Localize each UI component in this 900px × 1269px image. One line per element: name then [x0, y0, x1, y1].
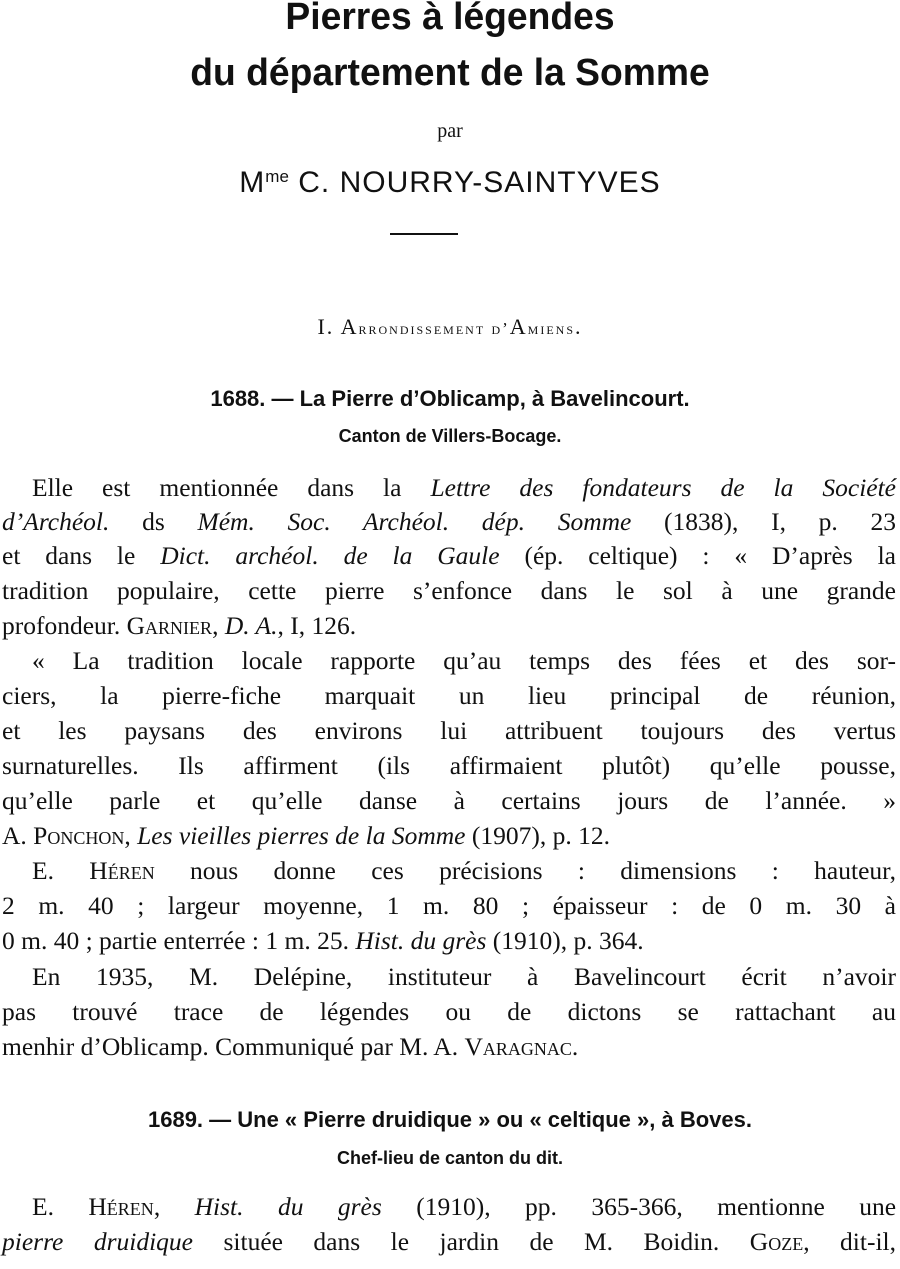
text-line: menhir d’Oblicamp. Communiqué par M. A. Varagnac.: [2, 1032, 579, 1061]
byline-par: par: [437, 120, 463, 142]
author-sup: me: [265, 167, 289, 186]
text-line: Elle est mentionnée dans la Lettre des fondateurs de la Société: [32, 473, 896, 502]
section-cap-b: A: [509, 314, 528, 339]
text-line: tradition populaire, cette pierre s’enfonce dans le sol à une grande: [2, 576, 896, 605]
section-cap-a: A: [340, 314, 359, 339]
section-word-mid: d’: [485, 319, 510, 338]
section-end: .: [575, 314, 583, 339]
section-word-1: rrondissement: [358, 319, 486, 338]
text-line: E. Héren, Hist. du grès (1910), pp. 365-366, mentionne une: [32, 1192, 897, 1221]
text-line: qu’elle parle et qu’elle danse à certains jours de l’année. »: [2, 786, 896, 815]
text-line: 0 m. 40 ; partie enterrée : 1 m. 25. Hist. du grès (1910), p. 364.: [2, 926, 644, 955]
title-divider: [390, 233, 458, 235]
text-line: « La tradition locale rapporte qu’au temps des fées et des sor-: [32, 646, 896, 675]
text-line: En 1935, M. Delépine, instituteur à Bavelincourt écrit n’avoir: [32, 962, 896, 991]
author-name: [0, 166, 900, 200]
text-line: surnaturelles. Ils affirment (ils affirmaient plutôt) qu’elle pousse,: [2, 751, 896, 780]
text-line: A. Ponchon, Les vieilles pierres de la Somme (1907), p. 12.: [2, 821, 610, 850]
article-title-line-1: Pierres à légendes: [285, 0, 615, 38]
text-line: ciers, la pierre-fiche marquait un lieu principal de réunion,: [2, 681, 896, 710]
section-word-2: miens: [527, 319, 575, 338]
text-line: et les paysans des environs lui attribuent toujours des vertus: [2, 716, 896, 745]
entry-1689-subtitle: Chef-lieu de canton du dit.: [337, 1148, 563, 1168]
author-text: C. NOURRY-SAINTYVES: [288, 166, 661, 199]
section-heading: [0, 314, 900, 340]
author-prefix: M: [239, 166, 266, 199]
entry-1689-title: 1689. — Une « Pierre druidique » ou « celtique », à Boves.: [147, 1107, 752, 1132]
text-line: pierre druidique située dans le jardin de M. Boidin. Goze, dit-il,: [2, 1227, 896, 1256]
text-line: pas trouvé trace de légendes ou de dictons se rattachant au: [2, 997, 896, 1026]
text-line: et dans le Dict. archéol. de la Gaule (ép. celtique) : « D’après la: [2, 541, 896, 570]
text-line: 2 m. 40 ; largeur moyenne, 1 m. 80 ; épaisseur : de 0 m. 30 à: [2, 891, 896, 920]
section-number: I.: [317, 314, 341, 339]
text-line: profondeur. Garnier, D. A., I, 126.: [2, 611, 357, 640]
text-line: d’Archéol. ds Mém. Soc. Archéol. dép. Somme (1838), I, p. 23: [2, 507, 896, 536]
entry-1688-subtitle: Canton de Villers-Bocage.: [338, 426, 562, 446]
text-line: E. Héren nous donne ces précisions : dimensions : hauteur,: [32, 856, 897, 885]
entry-1688-title: 1688. — La Pierre d’Oblicamp, à Bavelincourt.: [210, 386, 690, 411]
article-title-line-2: du département de la Somme: [190, 52, 710, 94]
